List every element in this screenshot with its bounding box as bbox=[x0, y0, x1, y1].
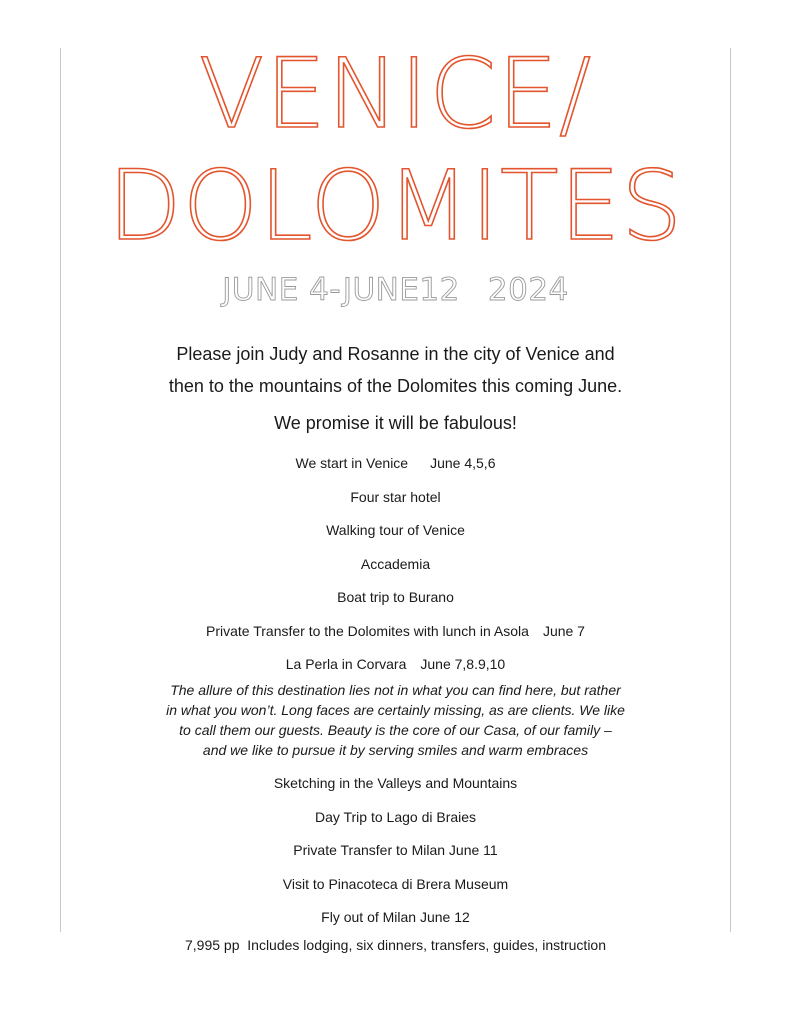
itinerary-item: We start in Venice June 4,5,6 bbox=[295, 455, 496, 471]
itinerary-item: Day Trip to Lago di Braies bbox=[314, 808, 477, 825]
itinerary-item: Private Transfer to the Dolomites with lunch in Asola June 7 bbox=[206, 622, 585, 639]
itinerary-item: Fly out of Milan June 12 bbox=[321, 909, 470, 925]
trip-dates bbox=[60, 272, 731, 308]
price-footer bbox=[60, 934, 731, 956]
hotel-quote bbox=[130, 680, 661, 760]
promise-line: We promise it will be fabulous! bbox=[274, 413, 517, 433]
itinerary-item: Sketching in the Valleys and Mountains bbox=[273, 775, 518, 791]
itinerary-item: La Perla in Corvara June 7,8.9,10 bbox=[285, 656, 506, 672]
itinerary-list bbox=[60, 452, 731, 687]
trip-year: 2024 bbox=[487, 272, 569, 308]
price-includes: Includes lodging, six dinners, transfers, guides, instruction bbox=[247, 937, 607, 953]
itinerary-item: Boat trip to Burano bbox=[337, 589, 454, 605]
quote-line: in what you won’t. Long faces are certainly missing, as are clients. We like bbox=[166, 702, 625, 718]
quote-line: The allure of this destination lies not in what you can find here, but rather bbox=[170, 682, 621, 698]
itinerary-item: Private Transfer to Milan June 11 bbox=[293, 842, 498, 858]
itinerary-item: Walking tour of Venice bbox=[326, 522, 465, 538]
quote-line: and we like to pursue it by serving smiles and warm embraces bbox=[202, 742, 589, 758]
title-line-2: DOLOMITES bbox=[107, 150, 684, 262]
price: 7,995 pp bbox=[184, 937, 240, 953]
itinerary-item: Accademia bbox=[360, 555, 431, 572]
intro-paragraph bbox=[60, 338, 731, 402]
title-line-1: VENICE/ bbox=[198, 38, 593, 150]
itinerary-list-2 bbox=[60, 772, 731, 940]
intro-line-1: Please join Judy and Rosanne in the city of Venice and bbox=[176, 344, 615, 364]
date-range: JUNE 4-JUNE12 bbox=[222, 272, 460, 308]
itinerary-item: Four star hotel bbox=[350, 488, 441, 505]
itinerary-item: Visit to Pinacoteca di Brera Museum bbox=[282, 875, 509, 892]
intro-line-2: then to the mountains of the Dolomites this coming June. bbox=[168, 376, 623, 396]
quote-line: to call them our guests. Beauty is the core of our Casa, of our family – bbox=[179, 722, 612, 738]
